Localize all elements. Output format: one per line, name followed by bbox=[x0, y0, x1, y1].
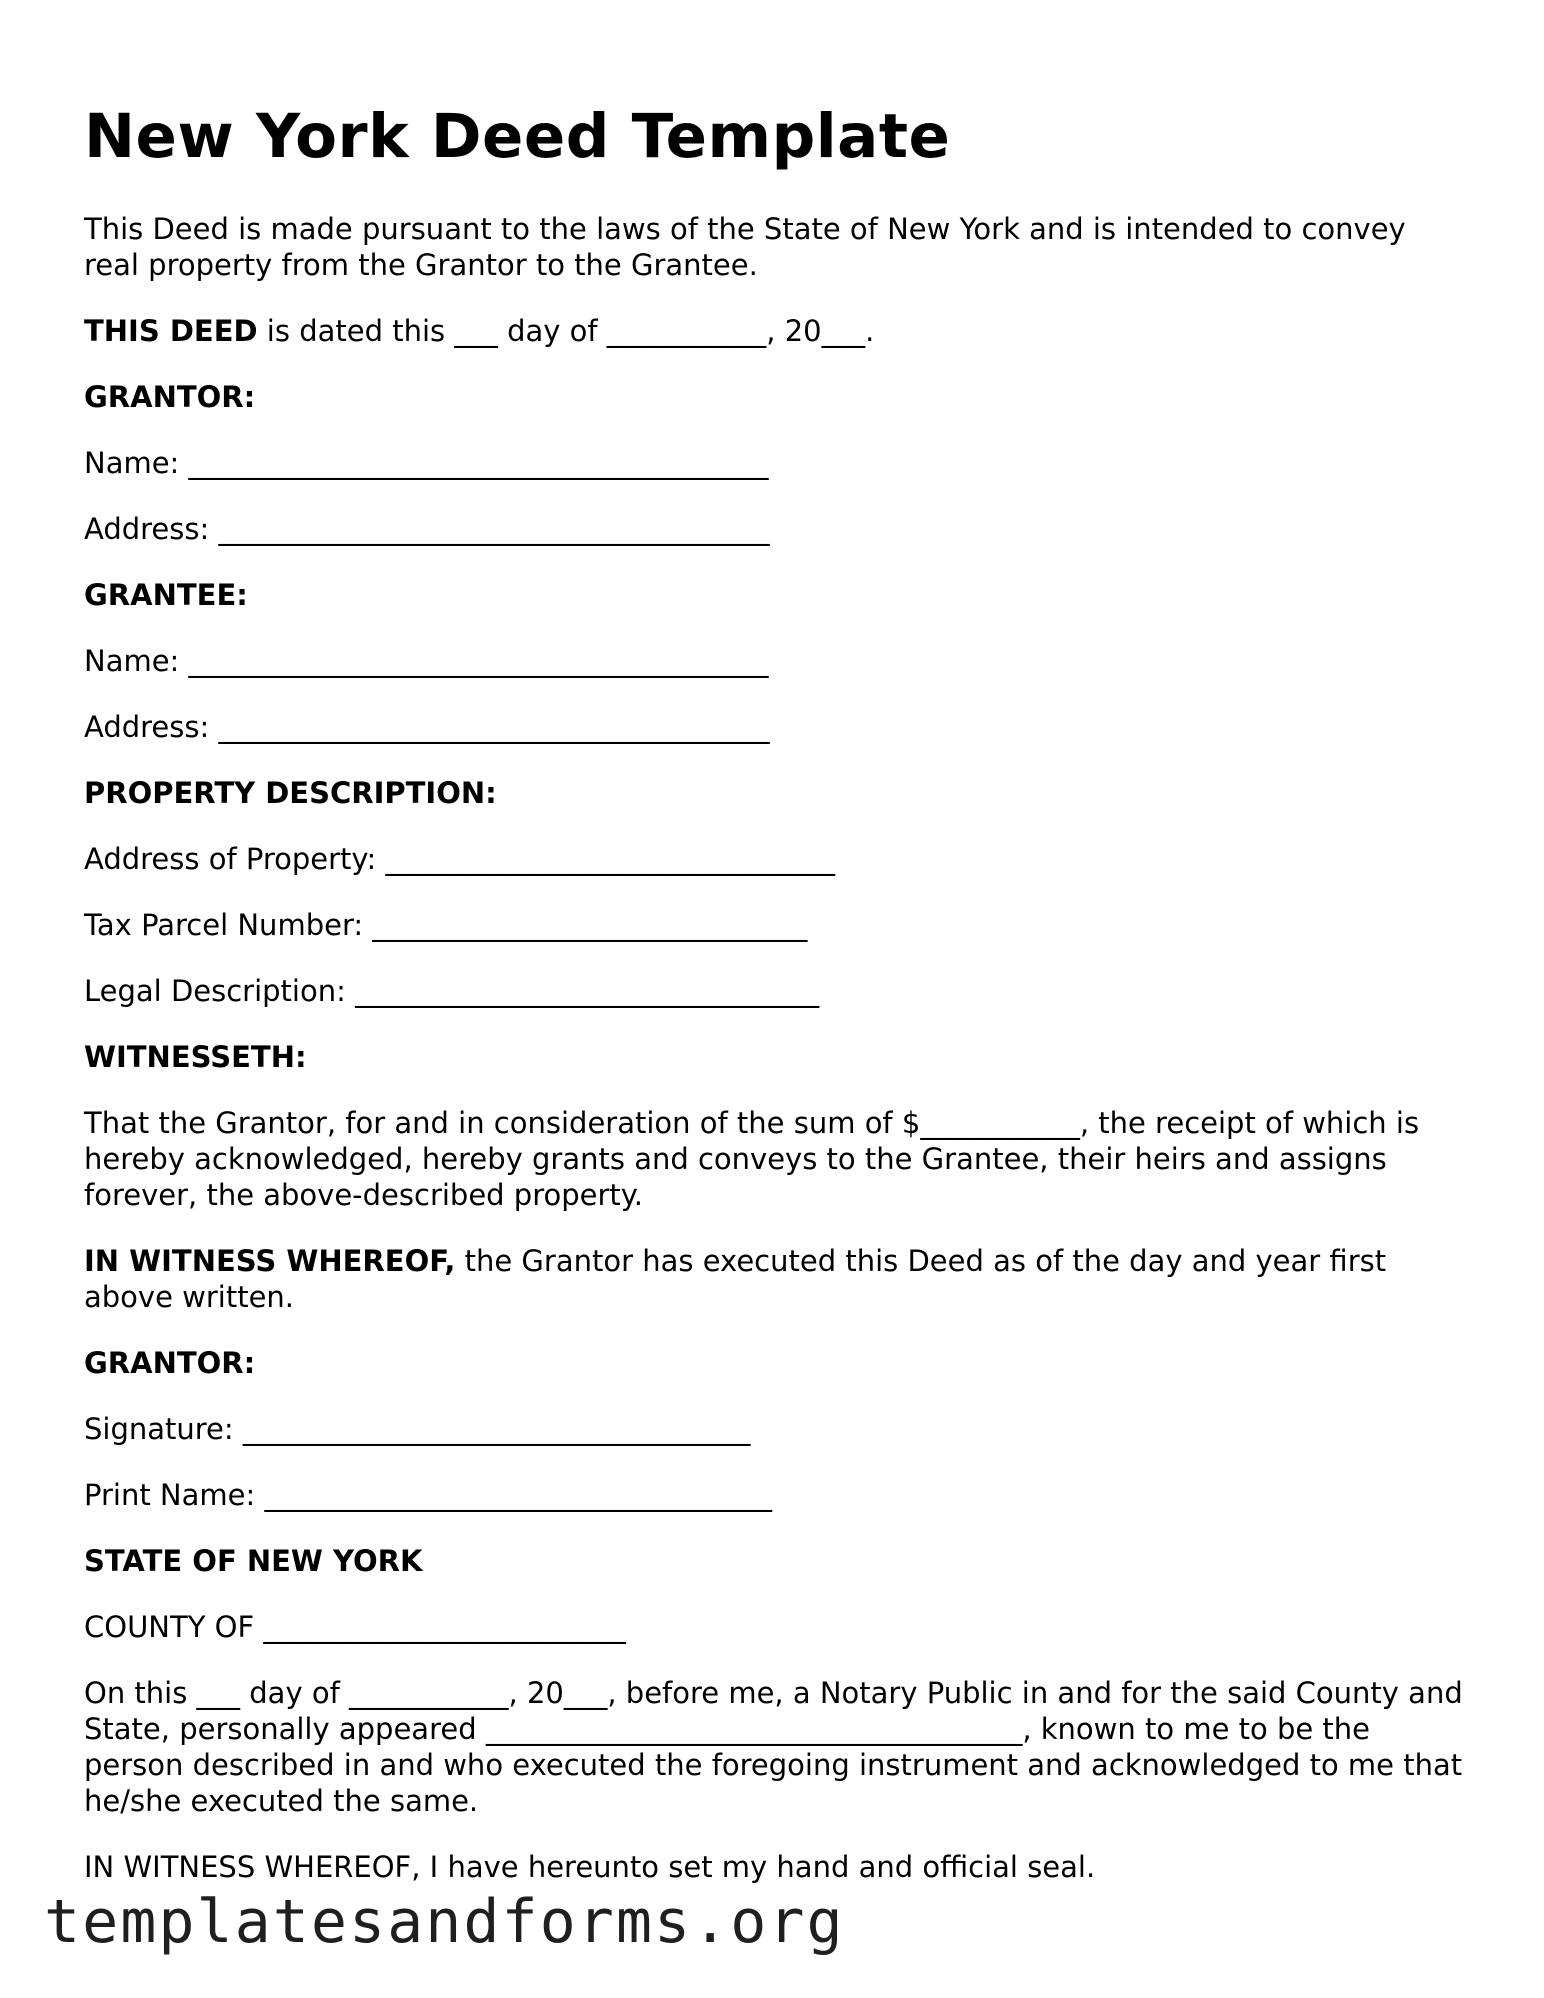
date-line-text: is dated this ___ day of ___________, 20___. bbox=[257, 314, 875, 349]
signature-grantor-heading-text: GRANTOR: bbox=[84, 1346, 256, 1381]
seal-line: IN WITNESS WHEREOF, I have hereunto set my hand and official seal. bbox=[84, 1850, 1096, 1885]
deed-document bbox=[84, 100, 1464, 1915]
notary-acknowledgment: On this ___ day of ___________, 20___, before me, a Notary Public in and for the said County and State, personally appeared _____________________________________, known to me to be the person described in and who executed the foregoing instrument and acknowledged to me that he/she executed the same. bbox=[84, 1676, 1463, 1819]
property-address-field[interactable]: Address of Property: _______________________________ bbox=[84, 842, 835, 877]
site-watermark: templatesandforms.org bbox=[44, 1887, 845, 1957]
in-witness-paragraph bbox=[84, 1243, 1464, 1315]
date-line bbox=[84, 313, 1464, 349]
signature-field[interactable]: Signature: ___________________________________ bbox=[84, 1412, 751, 1447]
witnesseth-paragraph: That the Grantor, for and in consideration of the sum of $___________, the receipt of which is hereby acknowledged, hereby grants and conveys to the Grantee, their heirs and assigns forever, the above-described property. bbox=[84, 1106, 1420, 1213]
grantor-heading bbox=[84, 379, 1464, 415]
in-witness-bold: IN WITNESS WHEREOF, bbox=[84, 1244, 456, 1279]
page-title: New York Deed Template bbox=[84, 101, 951, 172]
grantee-heading bbox=[84, 577, 1464, 613]
county-field[interactable]: COUNTY OF _________________________ bbox=[84, 1610, 626, 1645]
date-line-bold: THIS DEED bbox=[84, 314, 258, 349]
in-witness-text: the Grantor has executed this Deed as of the day and year first above written. bbox=[84, 1244, 1387, 1315]
intro-paragraph: This Deed is made pursuant to the laws of the State of New York and is intended to convey real property from the Grantor to the Grantee. bbox=[84, 212, 1406, 283]
state-heading bbox=[84, 1543, 1464, 1579]
print-name-field[interactable]: Print Name: ___________________________________ bbox=[84, 1478, 772, 1513]
legal-description-field[interactable]: Legal Description: ________________________________ bbox=[84, 974, 820, 1009]
grantor-name-field[interactable]: Name: ________________________________________ bbox=[84, 446, 769, 481]
grantee-heading-text: GRANTEE: bbox=[84, 578, 248, 613]
property-heading bbox=[84, 775, 1464, 811]
property-heading-text: PROPERTY DESCRIPTION: bbox=[84, 776, 497, 811]
grantor-heading-text: GRANTOR: bbox=[84, 380, 256, 415]
grantee-name-field[interactable]: Name: ________________________________________ bbox=[84, 644, 769, 679]
signature-grantor-heading bbox=[84, 1345, 1464, 1381]
grantor-address-field[interactable]: Address: ______________________________________ bbox=[84, 512, 770, 547]
witnesseth-heading bbox=[84, 1039, 1464, 1075]
tax-parcel-field[interactable]: Tax Parcel Number: ______________________________ bbox=[84, 908, 808, 943]
grantee-address-field[interactable]: Address: ______________________________________ bbox=[84, 710, 770, 745]
witnesseth-heading-text: WITNESSETH: bbox=[84, 1040, 307, 1075]
state-heading-text: STATE OF NEW YORK bbox=[84, 1544, 423, 1579]
